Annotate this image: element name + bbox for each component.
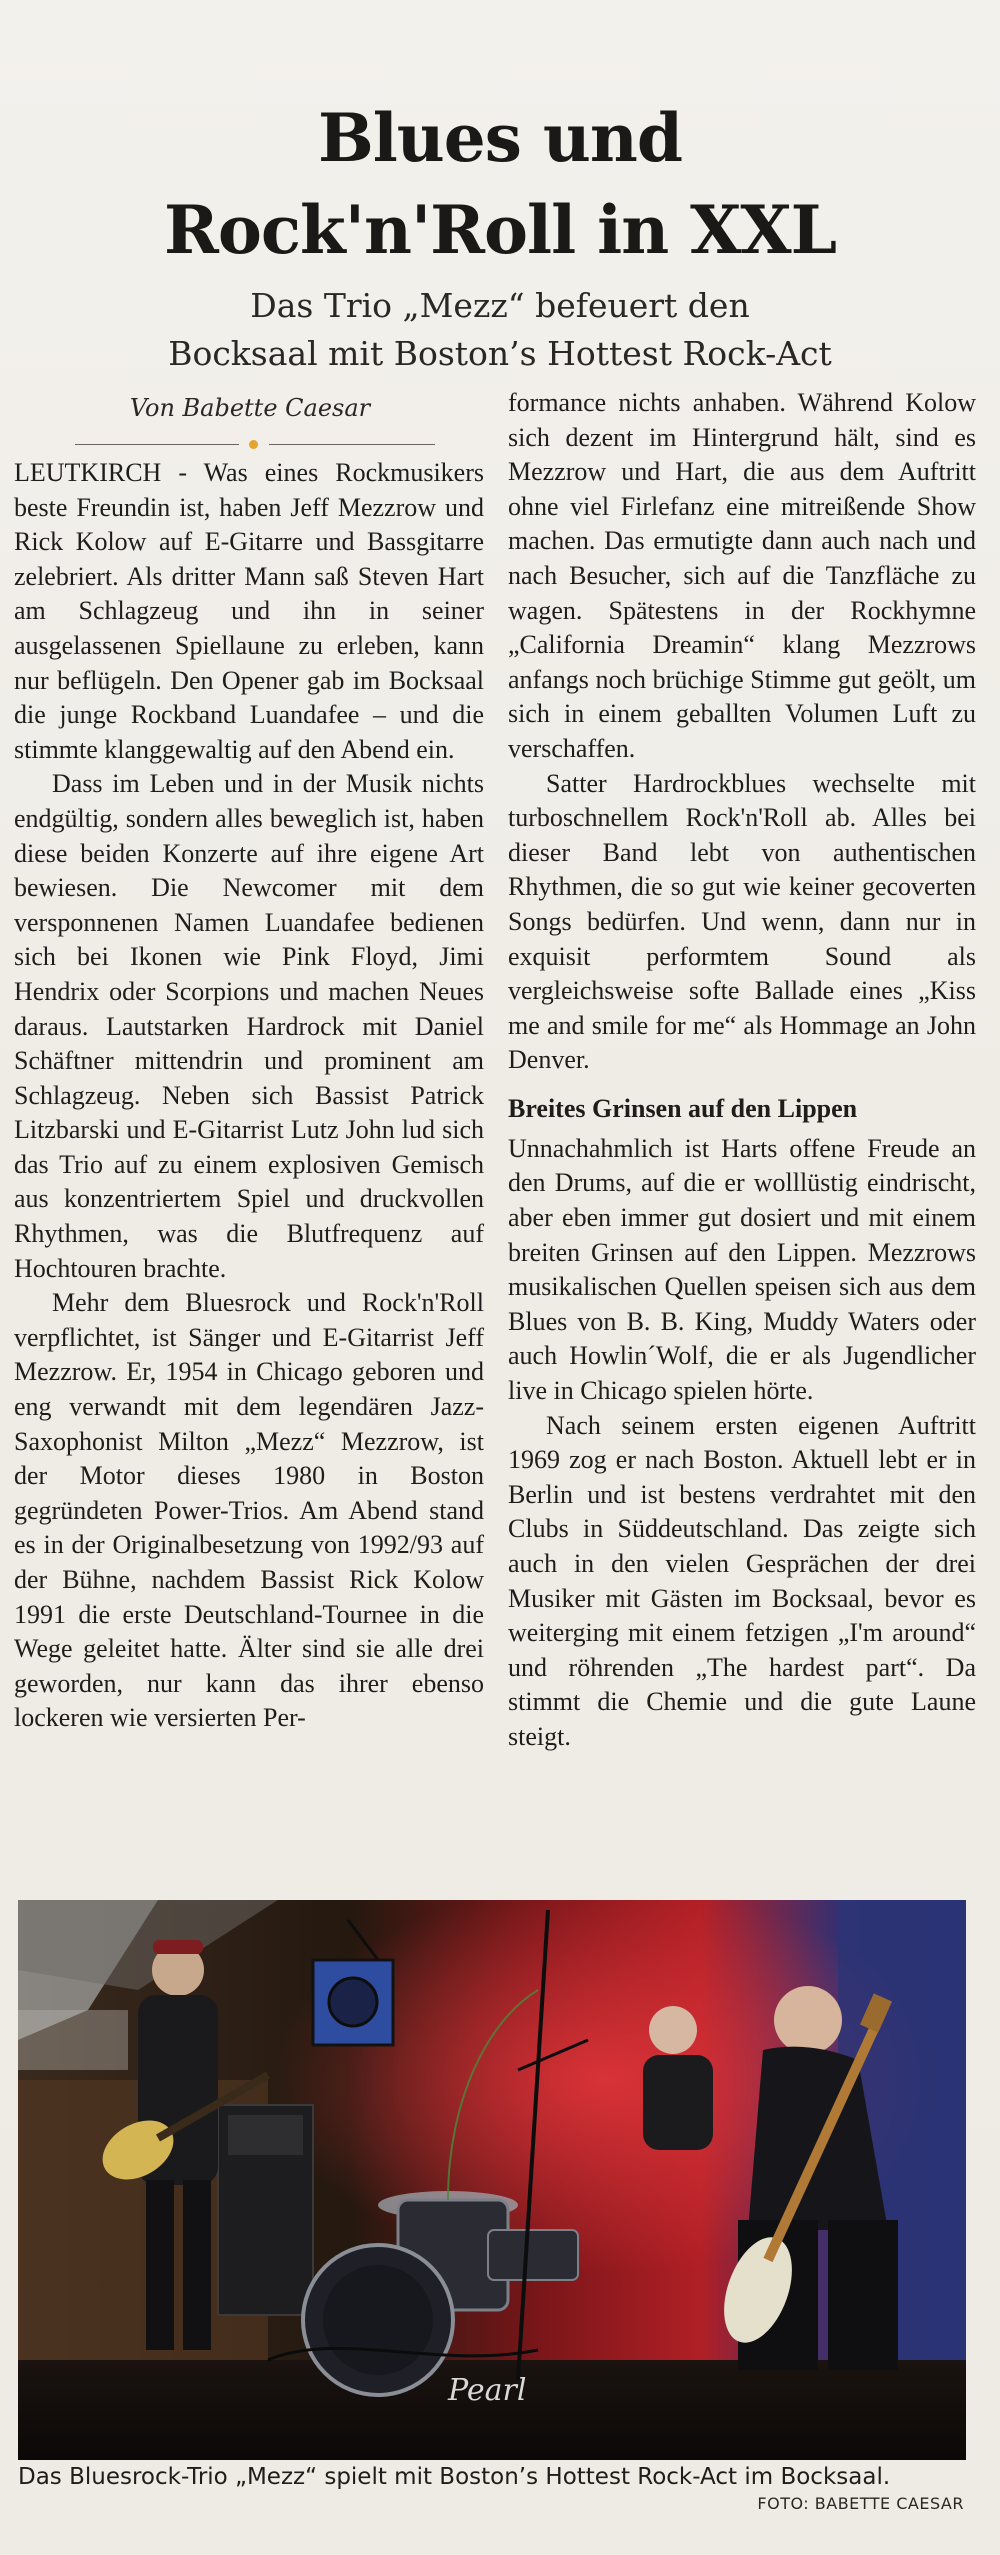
divider-dot-icon [249, 440, 258, 449]
headline-line-1: Blues und [317, 99, 683, 177]
byline: Von Babette Caesar [129, 394, 371, 422]
drum-brand-logo: Pearl [448, 2373, 527, 2408]
article-paragraph: Mehr dem Bluesrock und Rock'n'Roll verpflichtet, ist Sänger und E-Gitarrist Jeff Mezzrow. Er, 1954 in Chicago geboren und eng verwandt mit dem legendären Jazz-Saxophonist Milton „Mezz“ Mezzrow, ist der Motor dieses 1980 in Boston gegründeten Power-Trios. Am Abend stand es in der Originalbesetzung von 1992/93 auf der Bühne, nachdem Bassist Rick Kolow 1991 die erste Deutschland-Tournee in die Wege geleitet hatte. Älter sind sie alle drei geworden, nur kann das ihrer ebenso lockeren wie versierten Per- [14, 1288, 484, 1733]
headline-line-2: Rock'n'Roll in XXL [163, 191, 837, 269]
subheadline-line-2: Bocksaal mit Boston’s Hottest Rock-Act [168, 334, 832, 373]
subheadline-line-1: Das Trio „Mezz“ befeuert den [250, 286, 750, 325]
article-paragraph: formance nichts anhaben. Während Kolow sich dezent im Hintergrund hält, sind es Mezzrow und Hart, die aus dem Auftritt ohne viel Firlefanz eine mitreißende Show machen. Das ermutigte dann auch nach und nach Besucher, sich auf die Tanzfläche zu wagen. Spätestens in der Rockhymne „California Dreamin“ klang Mezzrows anfangs noch brüchige Stimme gut geölt, um sich in einem geballten Volumen Luft zu verschaffen. [508, 388, 976, 763]
article-paragraph: LEUTKIRCH - Was eines Rockmusikers beste Freundin ist, haben Jeff Mezzrow und Rick Kolow auf E-Gitarre und Bassgitarre zelebriert. Als dritter Mann saß Steven Hart am Schlagzeug und ihn in seiner ausgelassenen Spiellaune zu erleben, kann nur beflügeln. Den Opener gab im Bocksaal die junge Rockband Luandafee – und die stimmte klanggewaltig auf den Abend ein. [14, 458, 484, 764]
article-paragraph: Dass im Leben und in der Musik nichts endgültig, sondern alles beweglich ist, haben diese beiden Konzerte auf ihre eigene Art bewiesen. Die Newcomer mit dem versponnenen Namen Luandafee bedienen sich bei Ikonen wie Pink Floyd, Jimi Hendrix oder Scorpions und machen Neues daraus. Lautstarken Hardrock mit Daniel Schäftner mittendrin und prominent am Schlagzeug. Neben sich Bassist Patrick Litzbarski und E-Gitarrist Lutz John lud sich das Trio auf zu einem explosiven Gemisch aus konzentriertem Spiel und druckvollen Rhythmen, was die Blutfrequenz auf Hochtouren brachte. [14, 769, 484, 1283]
photo-credit: FOTO: BABETTE CAESAR [757, 2494, 964, 2513]
byline-divider [75, 440, 435, 450]
article-paragraph: Satter Hardrockblues wechselte mit turboschnellem Rock'n'Roll ab. Alles bei dieser Band lebt von authentischen Rhythmen, die so gut wie keiner gecoverten Songs bedürfen. Und wenn, dann nur in exquisit performtem Sound als vergleichsweise softe Ballade eines „Kiss me and smile for me“ als Hommage an John Denver. [508, 768, 976, 1075]
concert-photo [18, 1900, 966, 2460]
headline [0, 92, 1000, 276]
divider-line-left [75, 444, 239, 445]
article-column-right [508, 386, 976, 1755]
divider-line-right [269, 444, 435, 445]
photo-caption: Das Bluesrock-Trio „Mezz“ spielt mit Boston’s Hottest Rock-Act im Bocksaal. [18, 2464, 891, 2490]
article-subheading: Breites Grinsen auf den Lippen [508, 1093, 858, 1123]
subheadline [0, 282, 1000, 378]
article-paragraph: Nach seinem ersten eigenen Auftritt 1969 zog er nach Boston. Aktuell lebt er in Berlin und ist bestens verdrahtet mit den Clubs in Süddeutschland. Das zeigte sich auch in den vielen Gesprächen der drei Musiker mit Gästen im Bocksaal, bevor es weiterging mit einem fetzigen „I'm around“ und röhrenden „The hardest part“. Da stimmt die Chemie und die gute Laune steigt. [508, 1410, 976, 1751]
concert-photo-illustration [18, 1900, 966, 2460]
article-column-left [14, 456, 484, 1736]
article-paragraph: Unnachahmlich ist Harts offene Freude an den Drums, auf die er wolllüstig eindrischt, aber eben immer gut dosiert und mit einem breiten Grinsen auf den Lippen. Mezzrows musikalischen Quellen speisen sich aus dem Blues von B. B. King, Muddy Waters oder auch Howlin´Wolf, die er als Jugendlicher live in Chicago spielen hörte. [508, 1133, 976, 1406]
